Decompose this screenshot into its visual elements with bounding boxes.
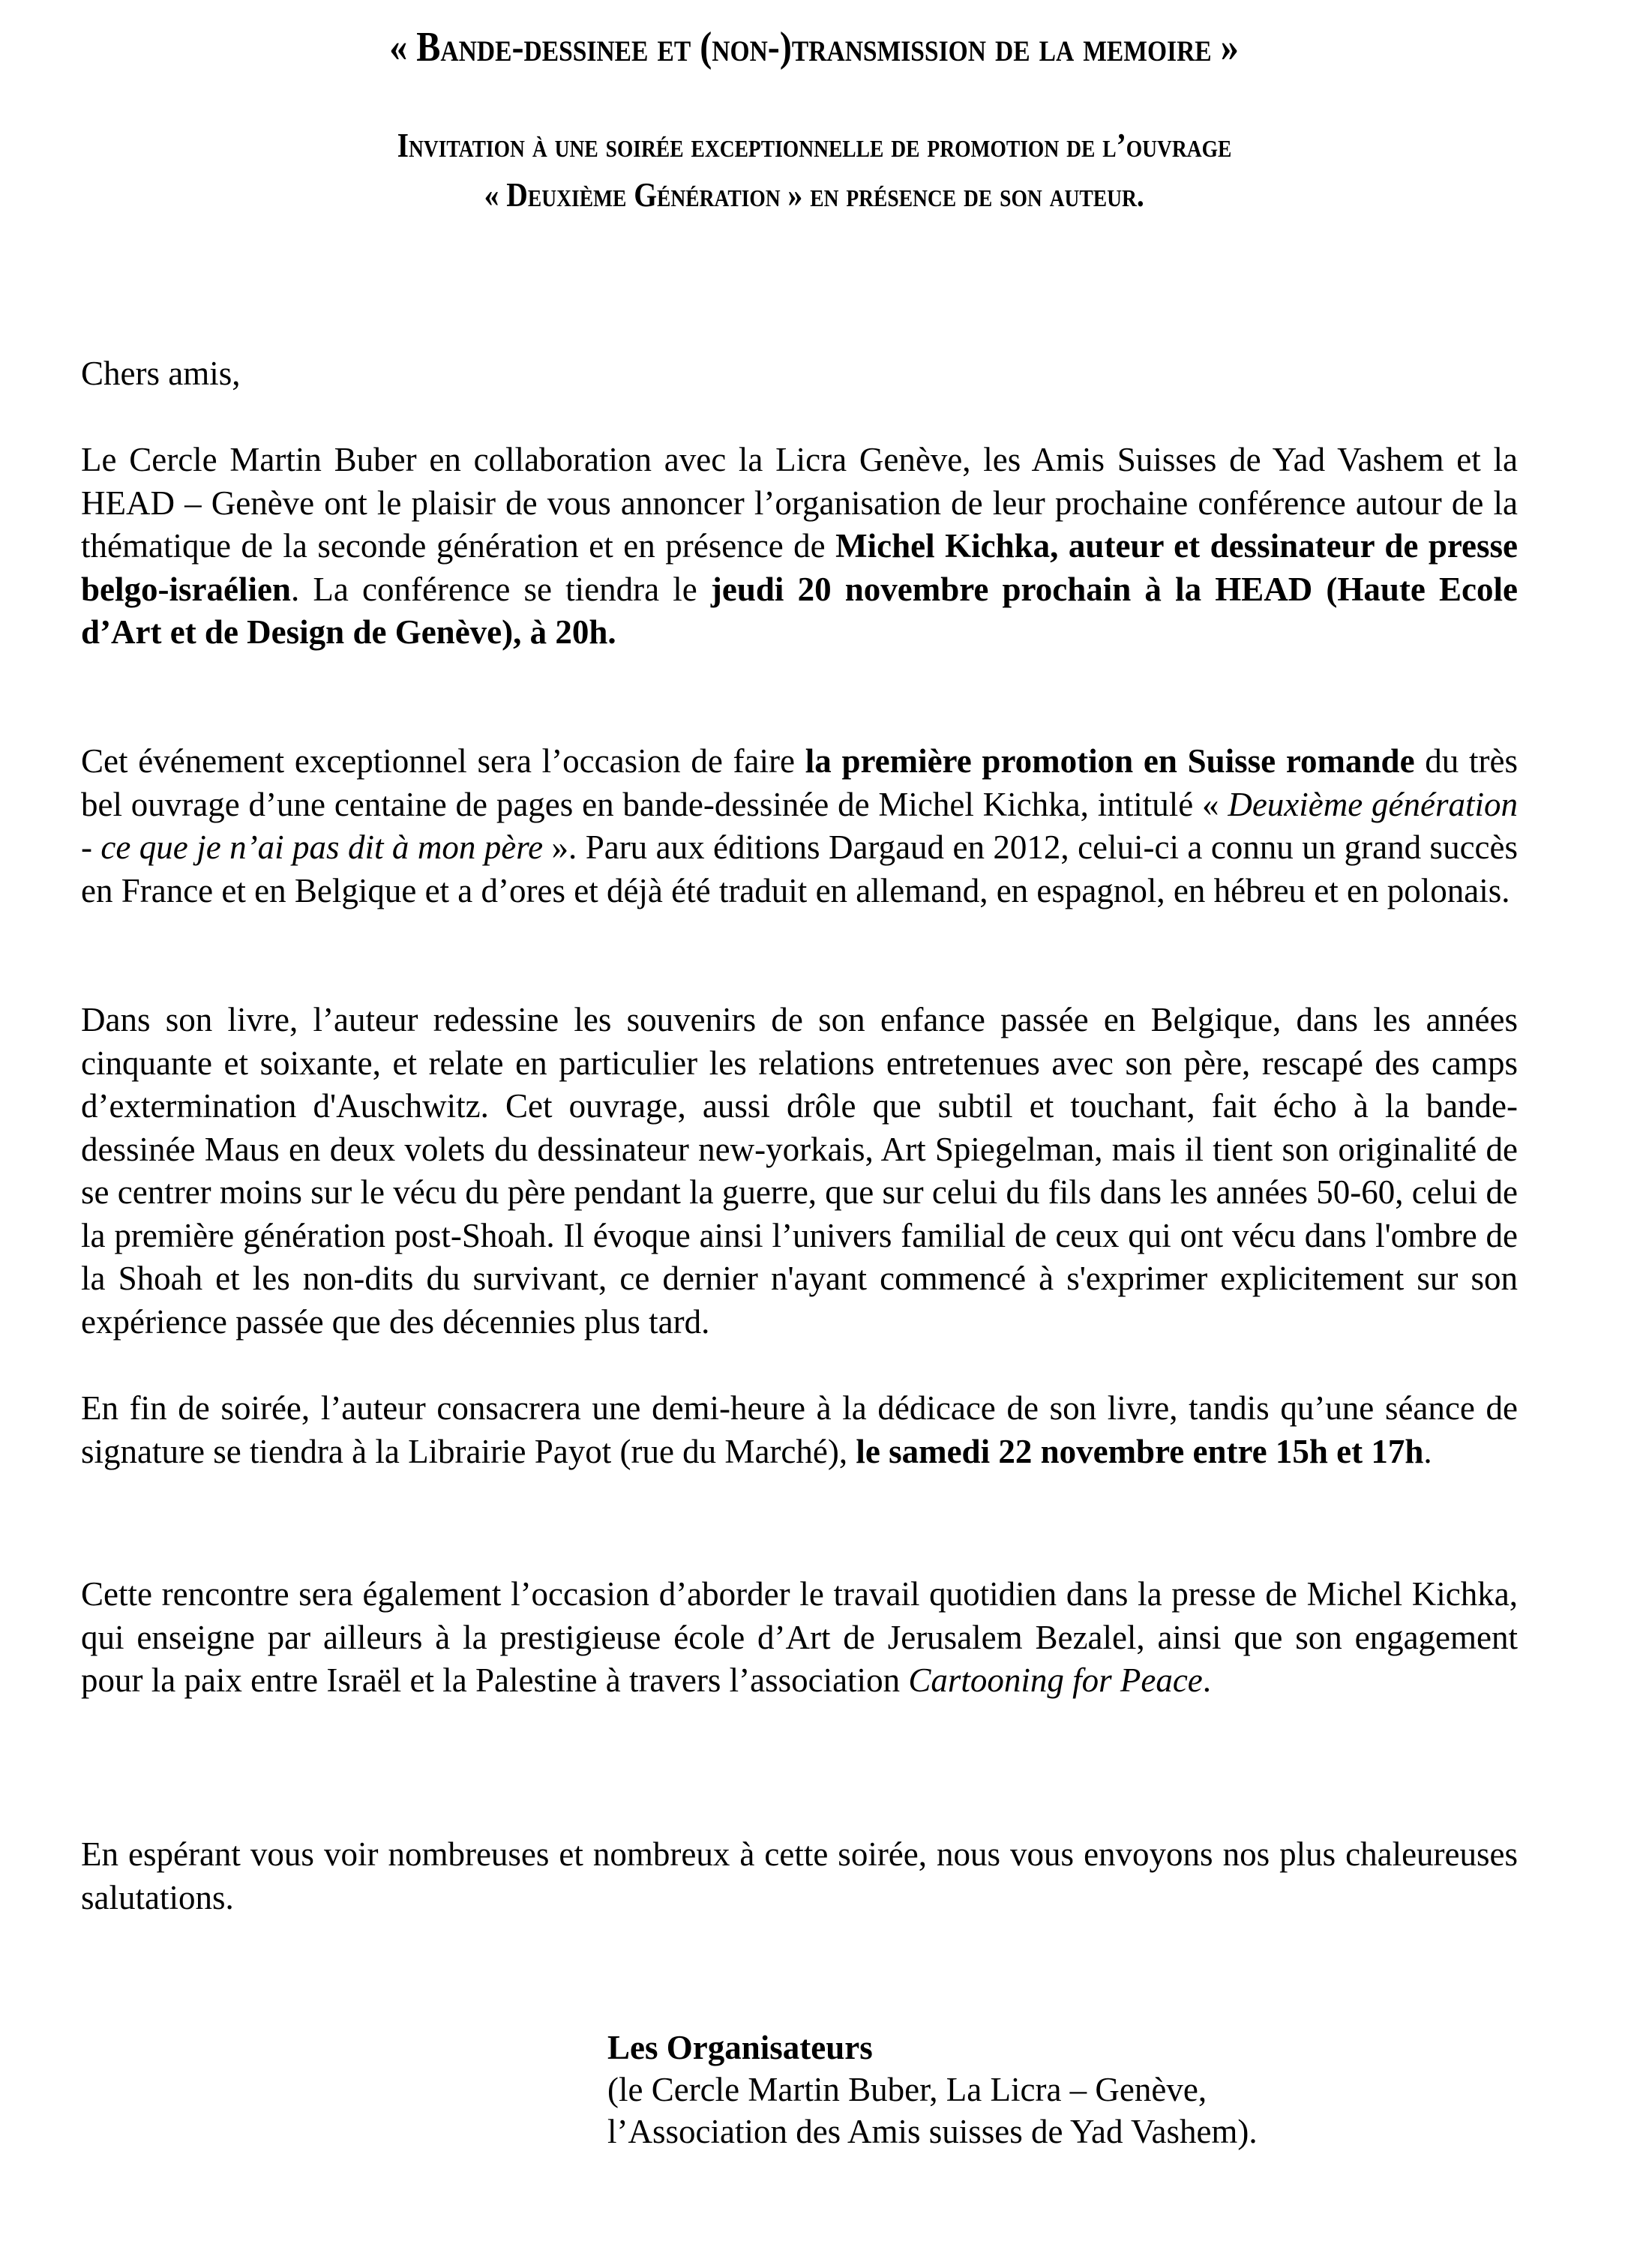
paragraph-closing: [81, 1833, 1518, 1919]
subtitle-text-1: Invitation à une soirée exceptionnelle de promotion de l’ouvrage: [397, 126, 1231, 164]
p4-text-1: En fin de soirée, l’auteur consacrera une demi-heure à la dédicace de son livre, tandis qu’une séance de signature se tiendra à la Librairie Payot (rue du Marché),: [81, 1389, 1518, 1470]
p1-bold-date-venue: jeudi 20 novembre prochain à la HEAD (Haute Ecole d’Art et de Design de Genève), à 20h.: [81, 570, 1519, 651]
signature-title: Les Organisateurs: [607, 2029, 873, 2066]
paragraph-press-work: [81, 1573, 1518, 1703]
salutation-text: Chers amis,: [81, 355, 241, 392]
p6-text: En espérant vous voir nombreuses et nombreux à cette soirée, nous vous envoyons nos plus chaleureuses salutations.: [81, 1835, 1518, 1916]
subtitle-line-1: [0, 121, 1628, 169]
p5-italic-association: Cartooning for Peace: [908, 1661, 1203, 1699]
p2-text-1: Cet événement exceptionnel sera l’occasion de faire: [81, 742, 805, 780]
title-text: « Bande-dessinee et (non-)transmission de la memoire »: [389, 24, 1239, 70]
signature-line-1: (le Cercle Martin Buber, La Licra – Genève,: [607, 2071, 1207, 2108]
subtitle-text-2: « Deuxième Génération » en présence de son auteur.: [484, 175, 1144, 214]
signature-block: [607, 2027, 1545, 2153]
p5-text-2: .: [1202, 1661, 1212, 1699]
paragraph-book-promotion: [81, 740, 1518, 912]
paragraph-announcement: [81, 439, 1518, 655]
p2-italic-book-title: Deuxième génération - ce que je n’ai pas dit à mon père: [81, 785, 1519, 866]
subtitle-line-2: [0, 171, 1628, 219]
signature-line-2: l’Association des Amis suisses de Yad Vashem).: [607, 2113, 1258, 2150]
p4-bold-signing-date: le samedi 22 novembre entre 15h et 17h: [856, 1432, 1424, 1470]
p5-text-1: Cette rencontre sera également l’occasion d’aborder le travail quotidien dans la presse de Michel Kichka, qui enseigne par ailleurs à la prestigieuse école d’Art de Jerusalem Bezalel, ainsi que son engagement pour la paix entre Israël et la Palestine à travers l’association: [81, 1575, 1518, 1699]
paragraph-book-summary: [81, 999, 1518, 1344]
p3-text: Dans son livre, l’auteur redessine les souvenirs de son enfance passée en Belgique, dans les années cinquante et soixante, et relate en particulier les relations entretenues avec son père, rescapé des camps d’extermination d'Auschwitz. Cet ouvrage, aussi drôle que subtil et touchant, fait écho à la bande-dessinée Maus en deux volets du dessinateur new-yorkais, Art Spiegelman, mais il tient son originalité de se centrer moins sur le vécu du père pendant la guerre, que sur celui du fils dans les années 50-60, celui de la première génération post-Shoah. Il évoque ainsi l’univers familial de ceux qui ont vécu dans l'ombre de la Shoah et les non-dits du survivant, ce dernier n'ayant commencé à s'exprimer explicitement sur son expérience passée que des décennies plus tard.: [81, 1001, 1518, 1341]
salutation: [81, 352, 1518, 396]
p1-text-2: . La conférence se tiendra le: [290, 570, 711, 608]
p1-text-1: Le Cercle Martin Buber en collaboration avec la Licra Genève, les Amis Suisses de Yad Vashem et la HEAD – Genève ont le plaisir de vous annoncer l’organisation de leur prochaine conférence autour de la thématique de la seconde génération et en présence de: [81, 441, 1518, 565]
p2-text-2: du très bel ouvrage d’une centaine de pages en bande-dessinée de Michel Kichka, intitulé «: [81, 742, 1519, 823]
p1-bold-author: Michel Kichka, auteur et dessinateur de presse belgo-israélien: [81, 527, 1518, 608]
p2-bold-promotion: la première promotion en Suisse romande: [805, 742, 1415, 780]
paragraph-signing: [81, 1387, 1518, 1473]
p4-text-2: .: [1423, 1432, 1432, 1470]
p2-text-3: ». Paru aux éditions Dargaud en 2012, celui-ci a connu un grand succès en France et en Belgique et a d’ores et déjà été traduit en allemand, en espagnol, en hébreu et en polonais.: [81, 828, 1519, 909]
document-title: [0, 21, 1628, 73]
